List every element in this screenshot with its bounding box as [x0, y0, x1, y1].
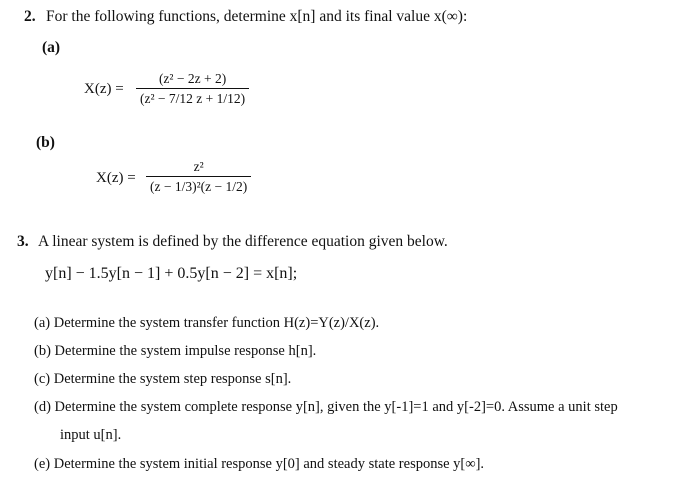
q2b-lhs: X(z) = — [96, 170, 136, 186]
q2-number: 2. — [24, 8, 36, 25]
q3-number: 3. — [17, 233, 29, 250]
q2b-denominator: (z − 1/3)²(z − 1/2) — [146, 176, 251, 195]
q2a-lhs: X(z) = — [84, 81, 124, 97]
q3-item-c: (c) Determine the system step response s[n]. — [34, 371, 292, 387]
q3-equation: y[n] − 1.5y[n − 1] + 0.5y[n − 2] = x[n]; — [45, 265, 298, 282]
q2a-label: (a) — [42, 39, 61, 56]
q2b-label: (b) — [36, 134, 55, 151]
q2-text: For the following functions, determine x[n] and its final value x(∞): — [46, 8, 468, 25]
q2b-numerator: z² — [193, 159, 204, 174]
q3-item-b: (b) Determine the system impulse response h[n]. — [34, 343, 317, 359]
q2a-fraction — [136, 71, 249, 107]
q2a-denominator: (z² − 7/12 z + 1/12) — [136, 88, 249, 107]
q3-item-d: (d) Determine the system complete response y[n], given the y[-1]=1 and y[-2]=0. Assume a unit step — [34, 399, 618, 415]
q2b-fraction — [146, 159, 251, 195]
q2a-numerator: (z² − 2z + 2) — [158, 71, 227, 86]
q3-item-e: (e) Determine the system initial response y[0] and steady state response y[∞]. — [34, 456, 485, 472]
q3-item-a: (a) Determine the system transfer function H(z)=Y(z)/X(z). — [34, 315, 380, 331]
q3-text: A linear system is defined by the difference equation given below. — [38, 233, 448, 250]
q3-item-d-continued: input u[n]. — [60, 427, 122, 443]
